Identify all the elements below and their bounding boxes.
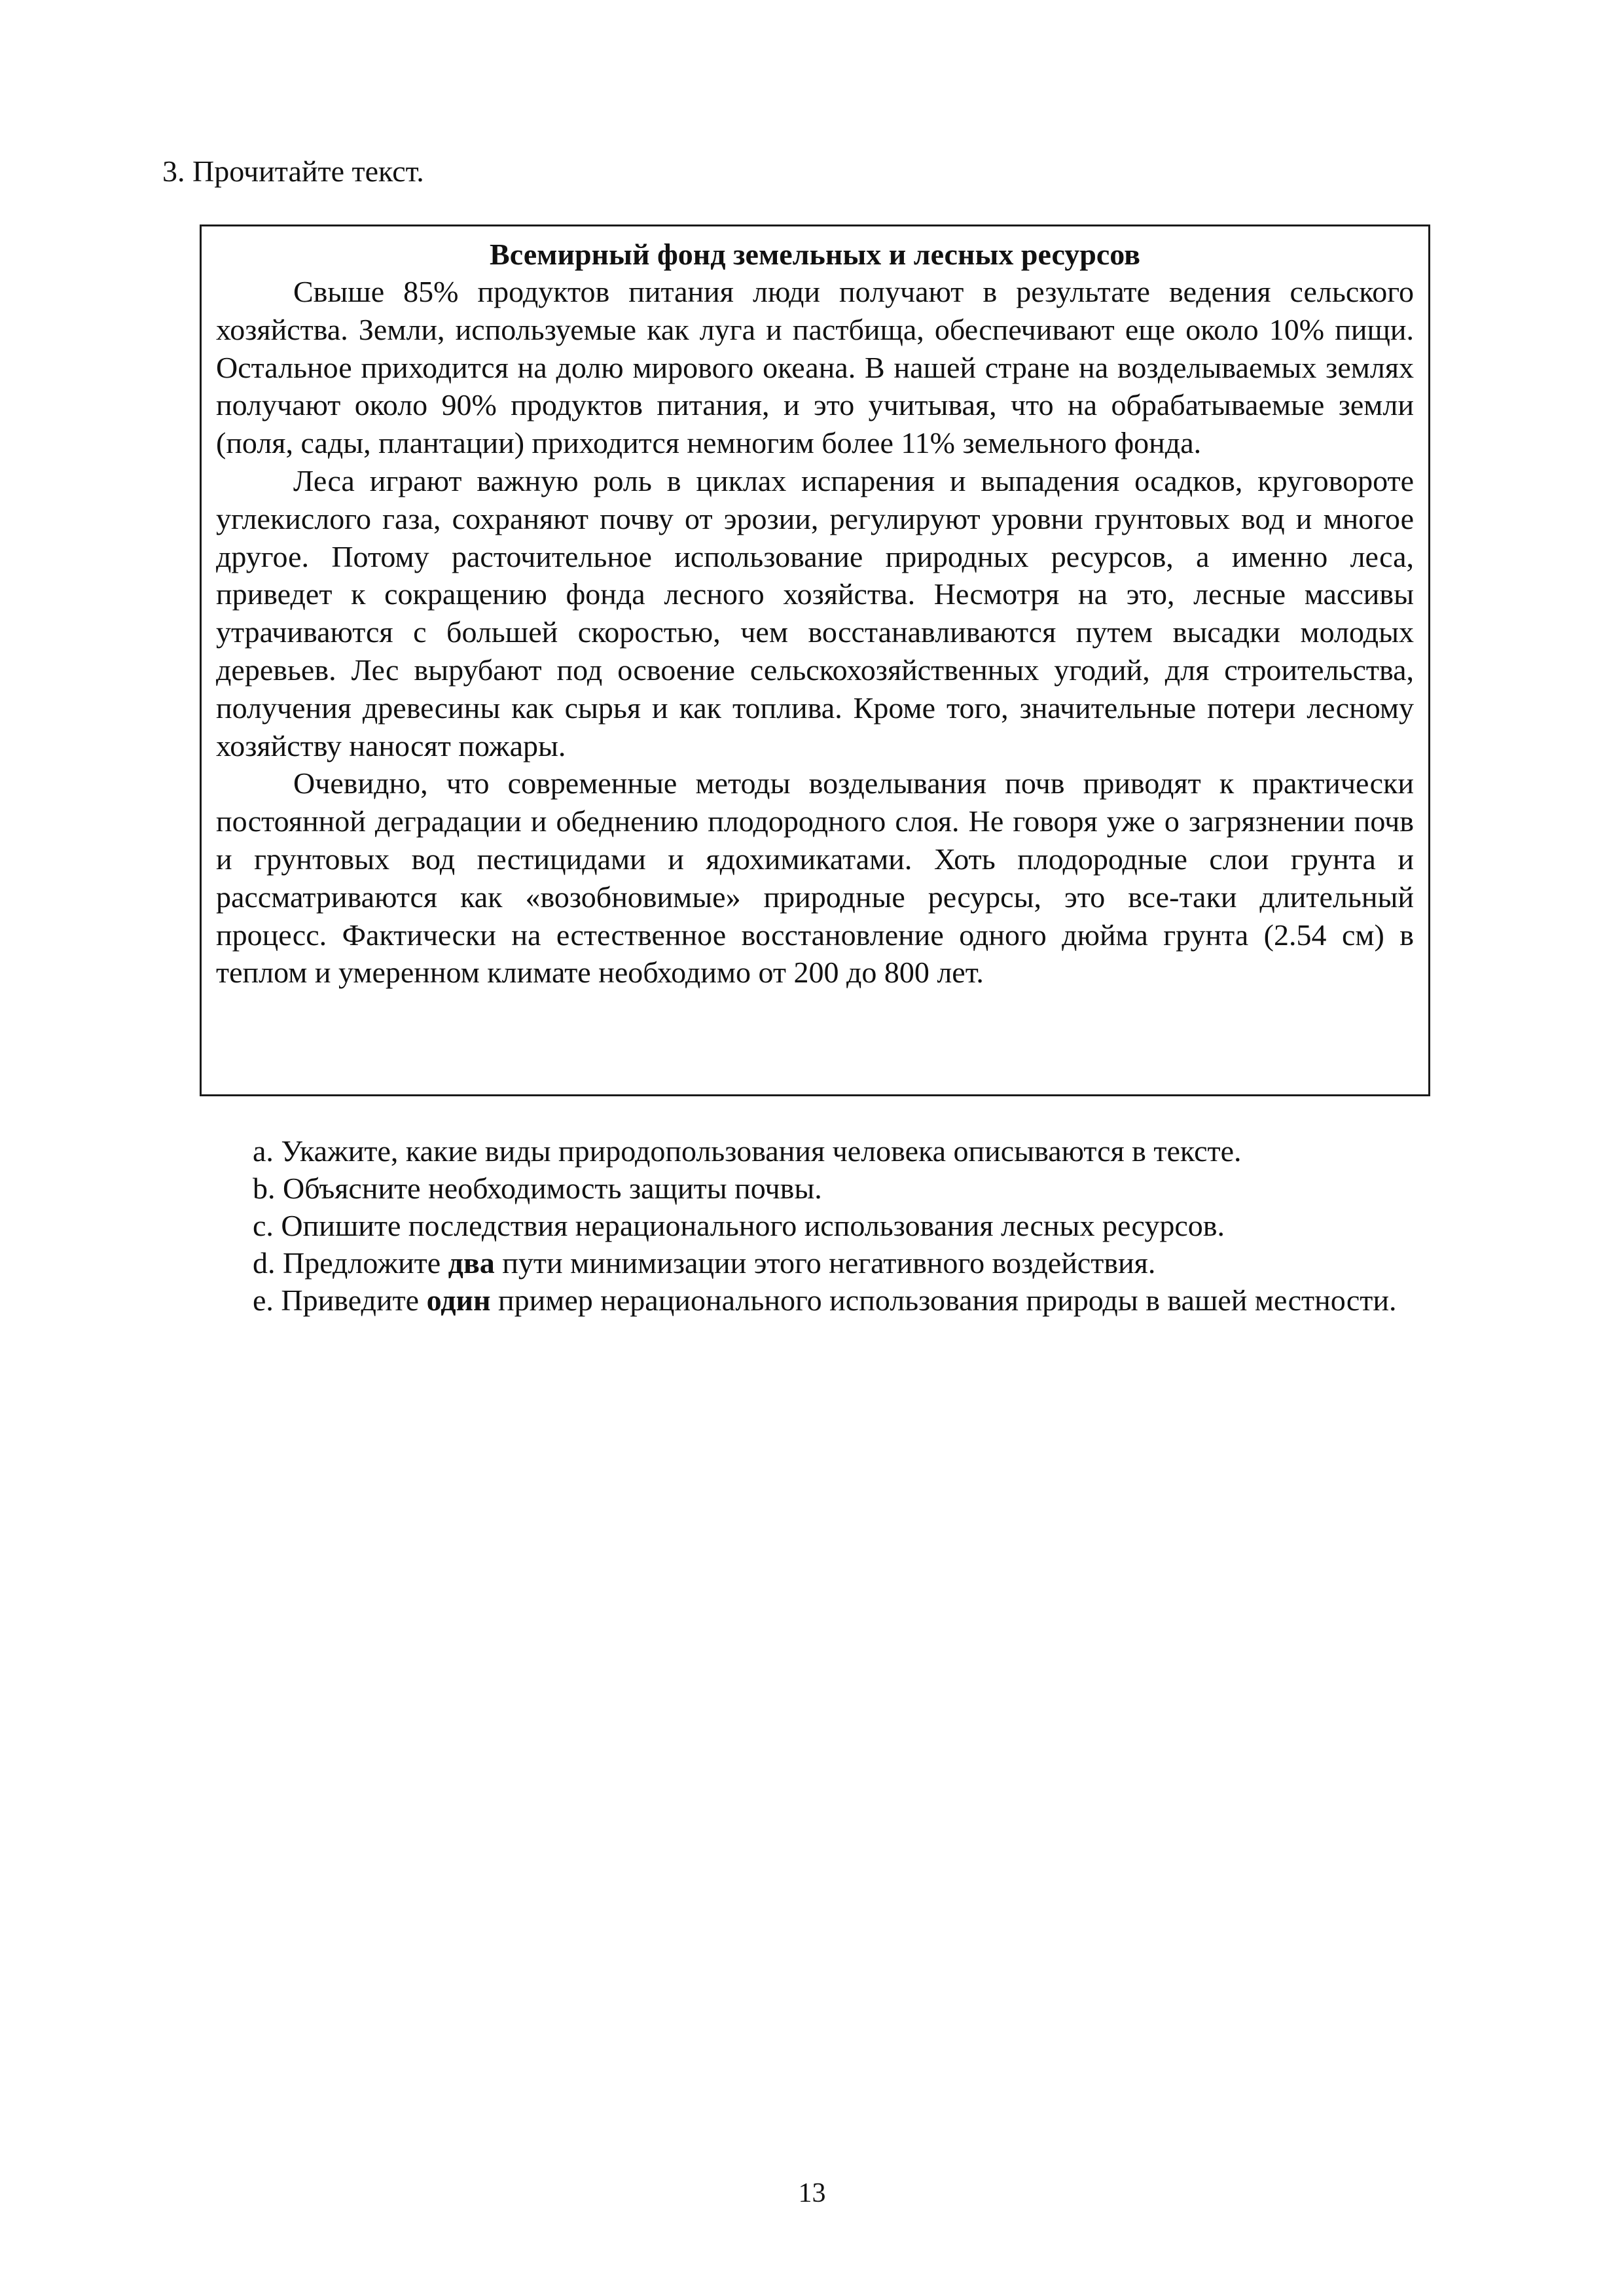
question-e-text-end: пример нерационального использования природы в вашей местности. [490,1283,1397,1317]
text-paragraph-2: Леса играют важную роль в циклах испарения и выпадения осадков, круговороте углекислого газа, сохраняют почву от эрозии, регулируют уровни грунтовых вод и многое другое. Потому расточительное использование природных ресурсов, а именно леса, приведет к сокращению фонда лесного хозяйства. Несмотря на это, лесные массивы утрачиваются с большей скоростью, чем восстанавливаются путем высадки молодых деревьев. Лес вырубают под освоение сельскохозяйственных угодий, для строительства, получения древесины как сырья и как топлива. Кроме того, значительные потери лесному хозяйству наносят пожары. [216,463,1414,762]
question-e-text-start: e. Приведите [253,1283,427,1317]
question-c: c. Опишите последствия нерационального использования лесных ресурсов. [253,1209,1225,1242]
text-paragraph-1: Свыше 85% продуктов питания люди получают в результате ведения сельского хозяйства. Земли, используемые как луга и пастбища, обеспечивают еще около 10% пищи. Остальное приходится на долю мирового океана. В нашей стране на возделываемых землях получают около 90% продуктов питания, и это учитывая, что на обрабатываемые земли (поля, сады, плантации) приходится немногим более 11% земельного фонда. [216,275,1414,460]
question-list [253,1132,1470,1319]
question-a: a. Укажите, какие виды природопользования человека описываются в тексте. [253,1134,1242,1168]
question-d-text-end: пути минимизации этого негативного воздействия. [494,1246,1156,1280]
question-d [253,1244,1470,1282]
page-number: 13 [798,2178,826,2208]
text-title: Всемирный фонд земельных и лесных ресурсов [490,238,1140,271]
question-b: b. Объясните необходимость защиты почвы. [253,1172,822,1205]
question-e-keyword: один [426,1283,491,1317]
task-heading: 3. Прочитайте текст. [162,154,424,188]
question-e [253,1282,1470,1319]
text-paragraph-3: Очевидно, что современные методы возделывания почв приводят к практически постоянной деградации и обеднению плодородного слоя. Не говоря уже о загрязнении почв и грунтовых вод пестицидами и ядохимикатами. Хоть плодородные слои грунта и рассматриваются как «возобновимые» природные ресурсы, это все-таки длительный процесс. Фактически на естественное восстановление одного дюйма грунта (2.54 см) в теплом и умеренном климате необходимо от 200 до 800 лет. [216,766,1414,990]
question-d-text-start: d. Предложите [253,1246,448,1280]
reading-text-box [200,224,1430,1096]
question-d-keyword: два [448,1246,495,1280]
